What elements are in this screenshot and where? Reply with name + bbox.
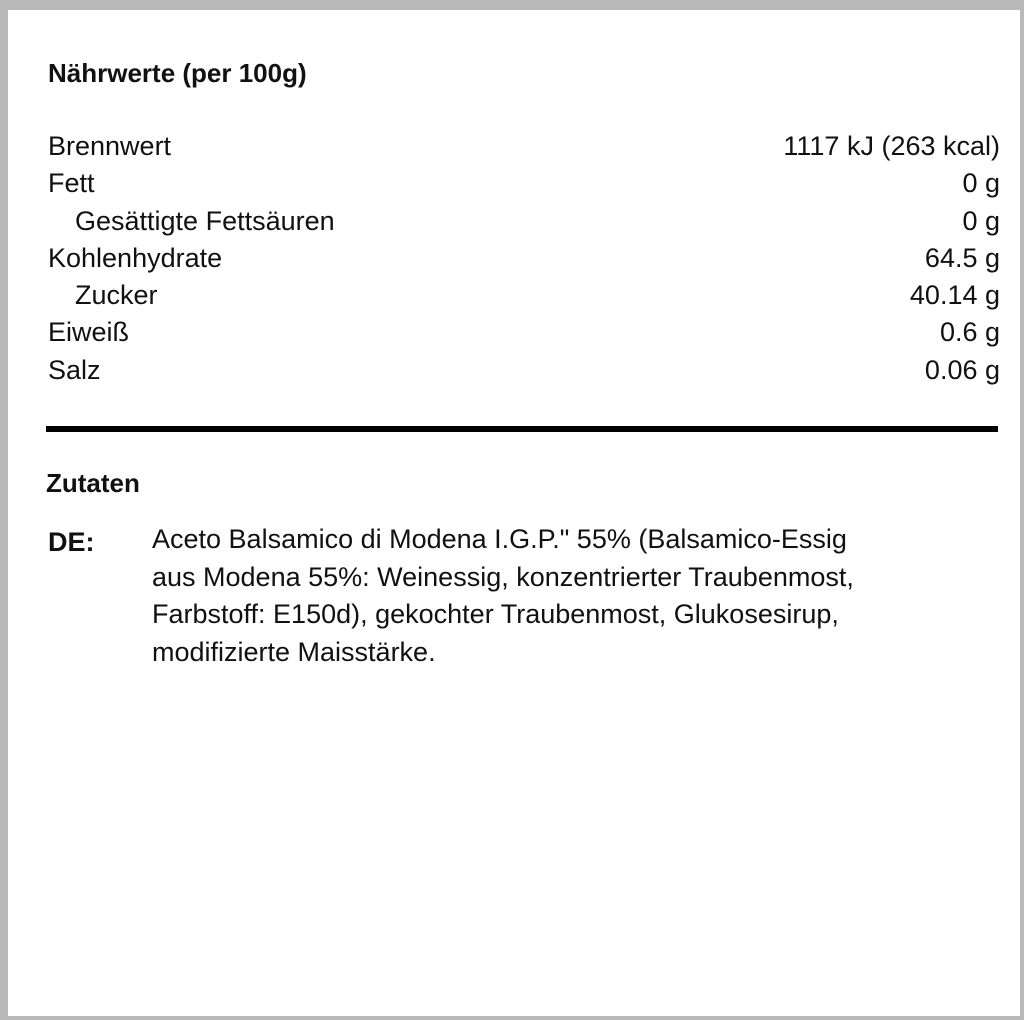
- nutrition-label: Fett: [48, 168, 95, 199]
- nutrition-title: Nährwerte (per 100g): [48, 58, 307, 88]
- nutrition-value: 64.5 g: [924, 242, 1000, 273]
- nutrition-value: 0.6 g: [939, 317, 1000, 348]
- section-divider: [46, 426, 998, 432]
- nutrition-value: 1117 kJ (263 kcal): [783, 131, 1000, 161]
- nutrition-row-kohlenhydrate: [48, 240, 1000, 277]
- nutrition-value: 0.06 g: [924, 354, 1000, 385]
- ingredients-line: modifizierte Maisstärke.: [152, 636, 436, 667]
- nutrition-label: Brennwert: [48, 131, 172, 161]
- nutrition-label: Salz: [48, 354, 101, 385]
- nutrition-value: 0 g: [962, 205, 1000, 236]
- nutrition-value: 40.14 g: [909, 280, 1000, 311]
- nutrition-label: Eiweiß: [48, 317, 130, 348]
- nutrition-table: [48, 128, 1000, 389]
- nutrition-row-zucker: [48, 277, 1000, 314]
- ingredients-line: Farbstoff: E150d), gekochter Traubenmost, Glukosesirup,: [152, 599, 839, 629]
- ingredients-language-label: DE:: [48, 527, 95, 557]
- ingredients-title: Zutaten: [46, 468, 140, 498]
- ingredients-line: aus Modena 55%: Weinessig, konzentrierter Traubenmost,: [152, 561, 854, 592]
- nutrition-label: Kohlenhydrate: [48, 242, 223, 273]
- nutrition-row-fett: [48, 165, 1000, 202]
- ingredients-line: Aceto Balsamico di Modena I.G.P." 55% (Balsamico-Essig: [152, 524, 847, 554]
- nutrition-label: Zucker: [75, 280, 158, 311]
- nutrition-row-salz: [48, 352, 1000, 389]
- nutrition-row-brennwert: [48, 128, 1000, 165]
- nutrition-row-gesaettigte-fettsaeuren: [48, 203, 1000, 240]
- ingredients-text: [152, 521, 982, 671]
- nutrition-row-eiweiss: [48, 314, 1000, 351]
- nutrition-label: Gesättigte Fettsäuren: [75, 205, 335, 236]
- nutrition-value: 0 g: [962, 168, 1000, 199]
